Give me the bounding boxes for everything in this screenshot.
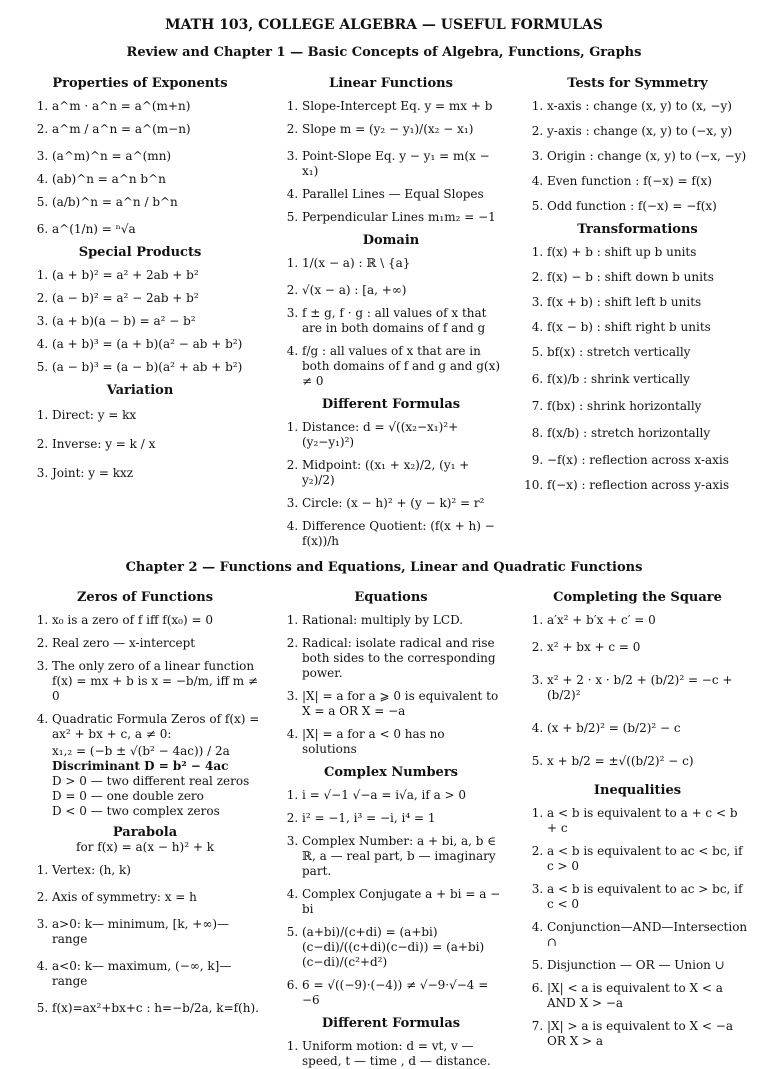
discriminant-positive: D > 0 — two different real zeros (52, 774, 250, 788)
equations-list (280, 613, 502, 757)
list-item: 7. f(bx) : shrink horizontally (547, 399, 750, 414)
list-item: 5. Disjunction — OR — Union ∪ (547, 958, 750, 973)
equations-title: Equations (354, 590, 428, 605)
review-heading: Review and Chapter 1 — Basic Concepts of Algebra, Functions, Graphs (126, 45, 642, 60)
list-item: 5. (a/b)^n = a^n / b^n (52, 195, 250, 210)
list-item: 5. Odd function : f(−x) = −f(x) (547, 199, 750, 214)
list-item: 1. Slope-Intercept Eq. y = mx + b (302, 99, 502, 114)
list-item: 3. (a^m)^n = a^(mn) (52, 149, 250, 164)
list-item: 3. Circle: (x − h)² + (y − k)² = r² (302, 496, 502, 511)
list-item: 1. x-axis : change (x, y) to (x, −y) (547, 99, 750, 114)
list-item: 3. Complex Number: a + bi, a, b ∈ ℝ, a — real part, b — imaginary part. (302, 834, 502, 879)
list-item: 4. (ab)^n = a^n b^n (52, 172, 250, 187)
list-item: 4. Conjunction—AND—Intersection ∩ (547, 920, 750, 950)
different-formulas-2-title: Different Formulas (321, 1016, 461, 1031)
list-item: 7. |X| > a is equivalent to X < −a OR X > a (547, 1019, 750, 1049)
linear-title: Linear Functions (329, 76, 453, 91)
inequalities-title: Inequalities (593, 783, 682, 798)
list-item: 1. x₀ is a zero of f iff f(x₀) = 0 (52, 613, 260, 628)
list-item: 1. f(x) + b : shift up b units (547, 245, 750, 260)
list-item: 1. (a + b)² = a² + 2ab + b² (52, 268, 250, 283)
list-item: 4. Parallel Lines — Equal Slopes (302, 187, 502, 202)
list-item: 2. x² + bx + c = 0 (547, 640, 750, 655)
discriminant-negative: D < 0 — two complex zeros (52, 804, 220, 818)
list-item: 5. (a − b)³ = (a − b)(a² + ab + b²) (52, 360, 250, 375)
transformations-list (525, 245, 750, 493)
different-formulas-title: Different Formulas (321, 397, 461, 412)
list-item: 4. f/g : all values of x that are in both domains of f and g and g(x) ≠ 0 (302, 344, 502, 389)
zeros-title: Zeros of Functions (76, 590, 214, 605)
list-item: 2. Midpoint: ((x₁ + x₂)/2, (y₁ + y₂)/2) (302, 458, 502, 488)
ch2-column-2 (280, 590, 502, 1069)
different-formulas-list (280, 420, 502, 549)
page-title: MATH 103, COLLEGE ALGEBRA — USEFUL FORMULAS (165, 17, 603, 33)
list-item: 1. Direct: y = kx (52, 408, 250, 423)
list-item: 5. bf(x) : stretch vertically (547, 345, 750, 360)
parabola-subtitle: for f(x) = a(x − h)² + k (76, 840, 214, 854)
list-item: 9. −f(x) : reflection across x-axis (547, 453, 750, 468)
inequalities-list (525, 806, 750, 1049)
variation-list (30, 408, 250, 481)
discriminant-zero: D = 0 — one double zero (52, 789, 204, 803)
list-item: 1. Vertex: (h, k) (52, 863, 260, 878)
symmetry-title: Tests for Symmetry (567, 76, 708, 91)
list-item: 2. f(x) − b : shift down b units (547, 270, 750, 285)
exponents-title: Properties of Exponents (52, 76, 228, 91)
list-item: 2. y-axis : change (x, y) to (−x, y) (547, 124, 750, 139)
zeros-list (30, 613, 260, 742)
list-item: 1. Rational: multiply by LCD. (302, 613, 502, 628)
list-item: 5. x + b/2 = ±√((b/2)² − c) (547, 754, 750, 769)
list-item: 1. 1/(x − a) : ℝ \ {a} (302, 256, 502, 271)
list-item: 6. |X| < a is equivalent to X < a AND X > −a (547, 981, 750, 1011)
quadratic-details (30, 744, 260, 819)
list-item: 2. a < b is equivalent to ac < bc, if c > 0 (547, 844, 750, 874)
list-item: 3. f(x + b) : shift left b units (547, 295, 750, 310)
domain-list (280, 256, 502, 389)
symmetry-list (525, 99, 750, 214)
column-3 (525, 76, 750, 501)
list-item: 5. Perpendicular Lines m₁m₂ = −1 (302, 210, 502, 225)
list-item: 1. i = √−1 √−a = i√a, if a > 0 (302, 788, 502, 803)
square-title: Completing the Square (553, 590, 722, 605)
transformations-title: Transformations (577, 222, 698, 237)
special-products-list (30, 268, 250, 375)
parabola-list (30, 863, 260, 1016)
list-item: 6. f(x)/b : shrink vertically (547, 372, 750, 387)
complex-title: Complex Numbers (324, 765, 458, 780)
list-item: 1. Uniform motion: d = vt, v — speed, t — time , d — distance. (302, 1039, 502, 1069)
different-formulas-2-list (280, 1039, 502, 1069)
list-item: 2. Axis of symmetry: x = h (52, 890, 260, 905)
list-item: 4. (a + b)³ = (a + b)(a² − ab + b²) (52, 337, 250, 352)
list-item: 8. f(x/b) : stretch horizontally (547, 426, 750, 441)
list-item: 5. (a+bi)/(c+di) = (a+bi)(c−di)/((c+di)(c−di)) = (a+bi)(c−di)/(c²+d²) (302, 925, 502, 970)
list-item: 6. 6 = √((−9)·(−4)) ≠ √−9·√−4 = −6 (302, 978, 502, 1008)
list-item: 2. Radical: isolate radical and rise both sides to the corresponding power. (302, 636, 502, 681)
linear-list (280, 99, 502, 225)
list-item: 10. f(−x) : reflection across y-axis (547, 478, 750, 493)
special-products-title: Special Products (78, 245, 202, 260)
discriminant: Discriminant D = b² − 4ac (52, 759, 229, 773)
list-item: 1. Distance: d = √((x₂−x₁)²+(y₂−y₁)²) (302, 420, 502, 450)
list-item: 3. a>0: k— minimum, [k, +∞)— range (52, 917, 260, 947)
list-item: 3. |X| = a for a ⩾ 0 is equivalent to X = a OR X = −a (302, 689, 502, 719)
list-item: 3. a < b is equivalent to ac > bc, if c < 0 (547, 882, 750, 912)
list-item: 2. √(x − a) : [a, +∞) (302, 283, 502, 298)
square-list (525, 613, 750, 769)
list-item: 3. x² + 2 · x · b/2 + (b/2)² = −c + (b/2)² (547, 673, 750, 703)
list-item: 2. a^m / a^n = a^(m−n) (52, 122, 250, 137)
list-item: 3. Joint: y = kxz (52, 466, 250, 481)
ch2-column-1 (30, 590, 260, 1024)
variation-title: Variation (106, 383, 174, 398)
list-item: 4. Complex Conjugate a + bi = a − bi (302, 887, 502, 917)
list-item: 3. (a + b)(a − b) = a² − b² (52, 314, 250, 329)
list-item: 2. i² = −1, i³ = −i, i⁴ = 1 (302, 811, 502, 826)
list-item: 1. a^m · a^n = a^(m+n) (52, 99, 250, 114)
domain-title: Domain (362, 233, 420, 248)
list-item: 4. Difference Quotient: (f(x + h) − f(x))/h (302, 519, 502, 549)
list-item: 4. f(x − b) : shift right b units (547, 320, 750, 335)
column-1 (30, 76, 250, 489)
list-item: 4. Even function : f(−x) = f(x) (547, 174, 750, 189)
list-item: 5. f(x)=ax²+bx+c : h=−b/2a, k=f(h). (52, 1001, 260, 1016)
list-item: 4. (x + b/2)² = (b/2)² − c (547, 721, 750, 736)
list-item: 6. a^(1/n) = ⁿ√a (52, 222, 250, 237)
list-item: 2. Inverse: y = k / x (52, 437, 250, 452)
list-item: 2. Real zero — x-intercept (52, 636, 260, 651)
list-item: 3. Point-Slope Eq. y − y₁ = m(x − x₁) (302, 149, 502, 179)
chapter-2-heading: Chapter 2 — Functions and Equations, Linear and Quadratic Functions (125, 560, 643, 575)
list-item: 1. a′x² + b′x + c′ = 0 (547, 613, 750, 628)
ch2-column-3 (525, 590, 750, 1049)
complex-list (280, 788, 502, 1008)
list-item: 2. (a − b)² = a² − 2ab + b² (52, 291, 250, 306)
list-item: 3. The only zero of a linear function f(x) = mx + b is x = −b/m, iff m ≠ 0 (52, 659, 260, 704)
column-2 (280, 76, 502, 557)
list-item: 4. Quadratic Formula Zeros of f(x) = ax² + bx + c, a ≠ 0: (52, 712, 260, 742)
quadratic-formula: x₁,₂ = (−b ± √(b² − 4ac)) / 2a (52, 744, 230, 758)
list-item: 1. a < b is equivalent to a + c < b + c (547, 806, 750, 836)
list-item: 2. Slope m = (y₂ − y₁)/(x₂ − x₁) (302, 122, 502, 137)
list-item: 4. |X| = a for a < 0 has no solutions (302, 727, 502, 757)
exponents-list (30, 99, 250, 237)
parabola-title: Parabola (112, 825, 178, 840)
list-item: 4. a<0: k— maximum, (−∞, k]— range (52, 959, 260, 989)
list-item: 3. Origin : change (x, y) to (−x, −y) (547, 149, 750, 164)
list-item: 3. f ± g, f · g : all values of x that are in both domains of f and g (302, 306, 502, 336)
